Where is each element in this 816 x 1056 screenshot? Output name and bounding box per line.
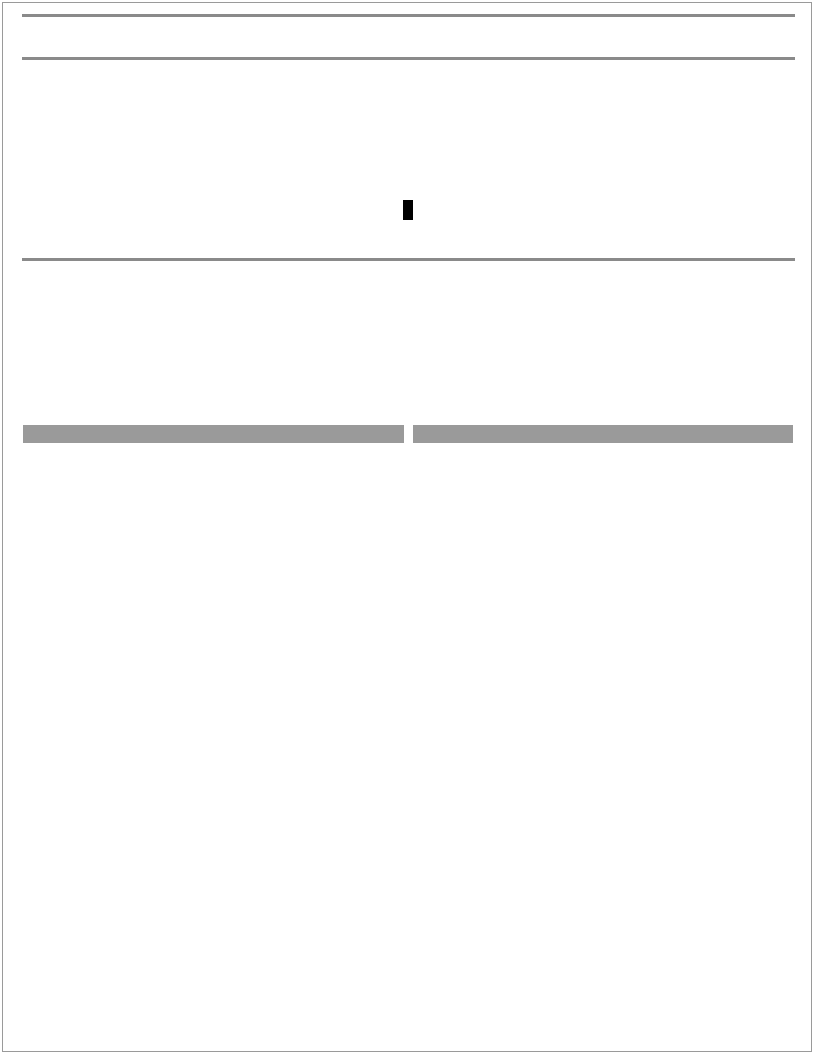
litigants-header — [23, 425, 404, 443]
top-rule — [22, 14, 795, 17]
attorneys-header — [413, 425, 793, 443]
details-rule — [22, 258, 795, 261]
case-name — [0, 200, 816, 221]
redaction-block — [403, 200, 413, 220]
banner-rule — [22, 57, 795, 60]
page-frame — [2, 2, 812, 1052]
